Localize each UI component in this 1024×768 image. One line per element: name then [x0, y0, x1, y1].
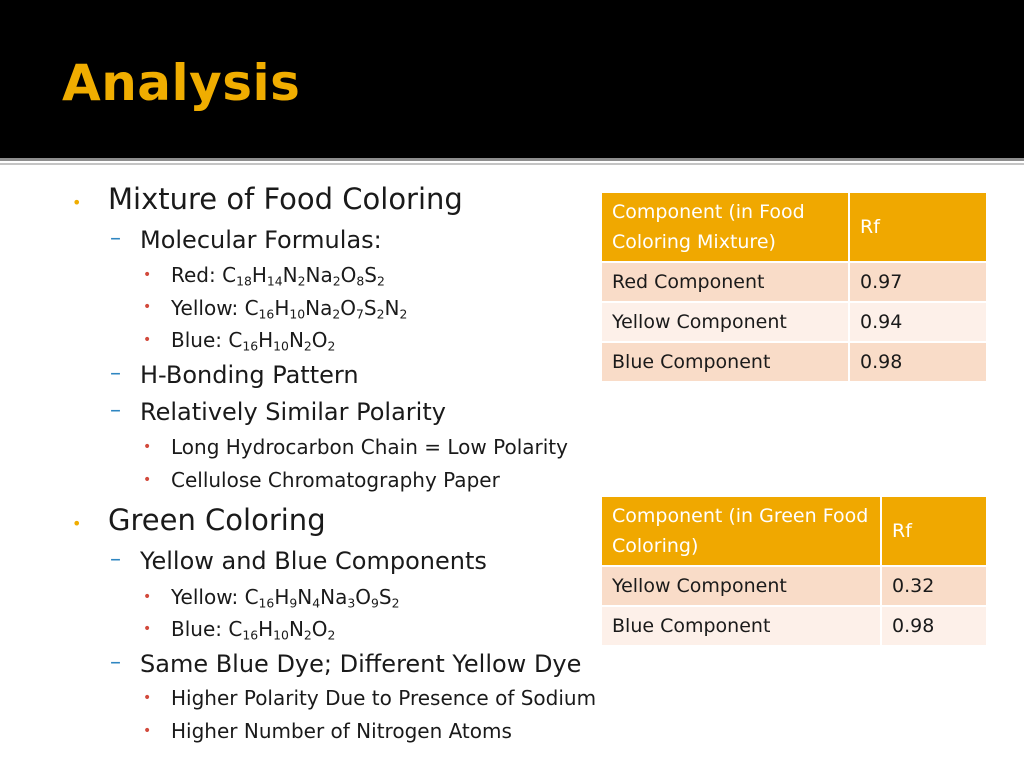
bullet-dot: • [143, 723, 152, 739]
slide-title: Analysis [62, 54, 301, 112]
bullet-long-chain: Long Hydrocarbon Chain = Low Polarity [171, 435, 568, 459]
table-row [601, 262, 987, 302]
formula-blue: Blue: $C_{16}H_{10}N_2O_2$ [171, 328, 336, 354]
bullet-dot: • [143, 439, 152, 455]
table-cell: 0.97 [849, 262, 987, 302]
table-header-component: Component (in Green Food Coloring) [601, 496, 881, 566]
rf-table-green [600, 495, 988, 647]
formula-red: Red: $C_{18}H_{14}N_2Na_2O_8S_2$ [171, 263, 385, 289]
bullet-dot: • [143, 472, 152, 488]
table-cell: Blue Component [601, 606, 881, 646]
title-divider [0, 158, 1024, 161]
table-row [601, 566, 987, 606]
bullet-components: Yellow and Blue Components [140, 547, 487, 575]
table-row [601, 606, 987, 646]
table-cell: 0.98 [849, 342, 987, 382]
bullet-dot: • [143, 690, 152, 706]
bullet-h-bonding: H-Bonding Pattern [140, 361, 359, 389]
bullet-dot: • [72, 514, 82, 533]
bullet-dot: • [72, 193, 82, 212]
bullet-mixture: Mixture of Food Coloring [108, 182, 463, 216]
bullet-nitrogen: Higher Number of Nitrogen Atoms [171, 719, 512, 743]
formula-yellow: Yellow: $C_{16}H_{10}Na_2O_7S_2N_2$ [171, 296, 408, 322]
bullet-polarity: Relatively Similar Polarity [140, 398, 446, 426]
formula-green-yellow: Yellow: $C_{16}H_9N_4Na_3O_9S_2$ [171, 585, 400, 611]
table-cell: Yellow Component [601, 566, 881, 606]
table-cell: Blue Component [601, 342, 849, 382]
title-divider-light [0, 163, 1024, 165]
dash-bullet: – [110, 650, 121, 675]
formula-green-blue: Blue: $C_{16}H_{10}N_2O_2$ [171, 617, 336, 643]
table-header-component: Component (in Food Coloring Mixture) [601, 192, 849, 262]
table-cell: 0.94 [849, 302, 987, 342]
table-header-rf: Rf [849, 192, 987, 262]
bullet-dot: • [143, 621, 152, 637]
table-header-rf: Rf [881, 496, 987, 566]
dash-bullet: – [110, 547, 121, 572]
table-cell: 0.32 [881, 566, 987, 606]
dash-bullet: – [110, 398, 121, 423]
table-cell: Yellow Component [601, 302, 849, 342]
bullet-green: Green Coloring [108, 503, 326, 537]
bullet-molecular-formulas: Molecular Formulas: [140, 226, 382, 254]
table-row [601, 302, 987, 342]
bullet-dot: • [143, 332, 152, 348]
rf-table-mixture [600, 191, 988, 383]
bullet-dot: • [143, 299, 152, 315]
bullet-dot: • [143, 589, 152, 605]
dash-bullet: – [110, 226, 121, 251]
table-row [601, 342, 987, 382]
bullet-paper: Cellulose Chromatography Paper [171, 468, 500, 492]
bullet-dot: • [143, 267, 152, 283]
bullet-same-blue: Same Blue Dye; Different Yellow Dye [140, 650, 582, 678]
dash-bullet: – [110, 361, 121, 386]
table-cell: 0.98 [881, 606, 987, 646]
table-cell: Red Component [601, 262, 849, 302]
bullet-sodium: Higher Polarity Due to Presence of Sodium [171, 686, 597, 710]
